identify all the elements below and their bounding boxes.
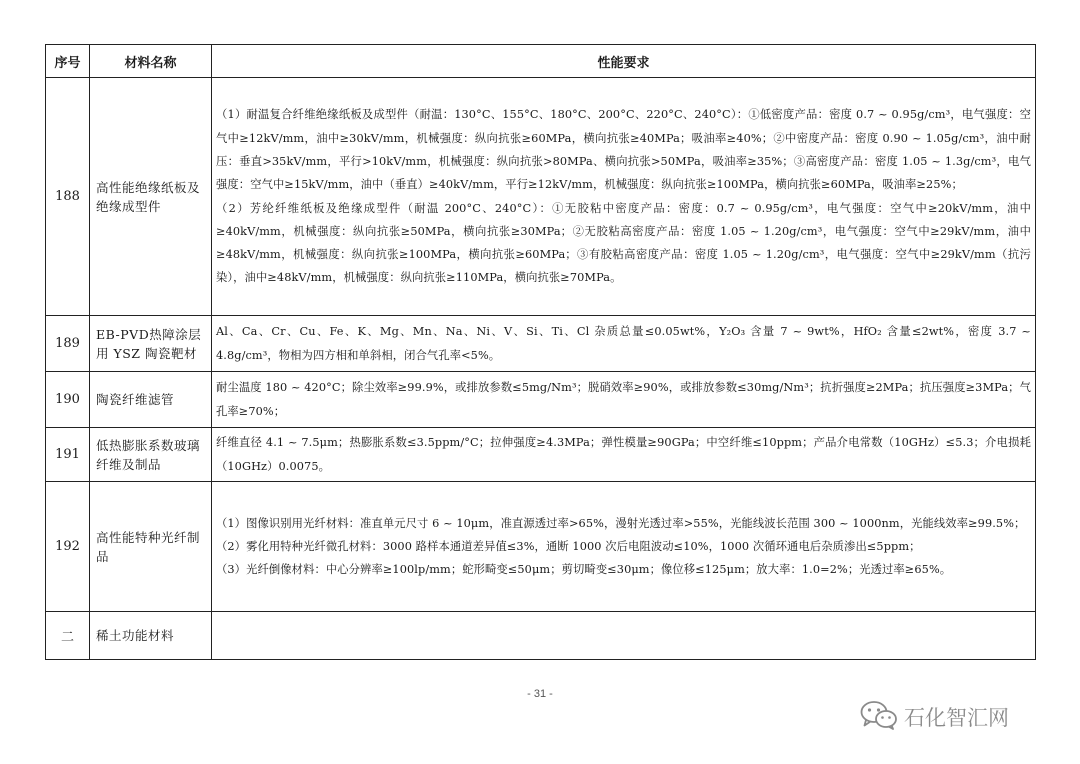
row-number: 188 (46, 78, 90, 316)
page-number: - 31 - (527, 688, 553, 700)
material-name: 高性能绝缘纸板及绝缘成型件 (90, 78, 212, 316)
performance-requirement (212, 482, 1036, 612)
table-header-row (46, 45, 1036, 78)
requirement-paragraph: Al、Ca、Cr、Cu、Fe、K、Mg、Mn、Na、Ni、V、Si、Ti、Cl 杂质总量≤0.05wt%，Y₂O₃ 含量 7 ~ 9wt%，HfO₂ 含量≤2wt%，密度 3.7 ~ 4.8g/cm³，物相为四方相和单斜相，闭合气孔率<5%。 (216, 325, 1031, 362)
requirement-paragraph: 纤维直径 4.1 ~ 7.5μm；热膨胀系数≤3.5ppm/°C；拉伸强度≥4.3MPa；弹性模量≥90GPa；中空纤维≤10ppm；产品介电常数（10GHz）≤5.3；介电损耗（10GHz）0.0075。 (216, 436, 1031, 473)
row-number: 191 (46, 428, 90, 482)
watermark (860, 700, 1009, 734)
requirement-paragraph: （1）图像识别用光纤材料：准直单元尺寸 6 ~ 10μm，准直源透过率>65%，漫射光透过率>55%，光能线波长范围 300 ~ 1000nm，光能线效率≥99.5%； (216, 516, 1026, 530)
requirement-paragraph: （2）芳纶纤维纸板及绝缘成型件（耐温 200°C、240°C）：①无胶粘中密度产品：密度：0.7 ~ 0.95g/cm³，电气强度：空气中≥20kV/mm，油中≥40kV/mm，机械强度：纵向抗张≥50MPa，横向抗张≥30MPa；②无胶粘高密度产品：密度 1.05 ~ 1.20g/cm³，电气强度：空气中≥29kV/mm，油中≥48kV/mm，机械强度：纵向抗张≥100MPa，横向抗张≥60MPa；③有胶粘高密度产品：密度 1.05 ~ 1.20g/cm³，电气强度：空气中≥29kV/mm（抗污染），油中≥48kV/mm，机械强度：纵向抗张≥110MPa，横向抗张≥70MPa。 (216, 201, 1032, 285)
table-row (46, 482, 1036, 612)
material-name: 高性能特种光纤制品 (90, 482, 212, 612)
header-performance-requirements: 性能要求 (212, 45, 1036, 78)
requirement-paragraph: （3）光纤倒像材料：中心分辨率≥100lp/mm；蛇形畸变≤50μm；剪切畸变≤30μm；像位移≤125μm；放大率：1.0=2%；光透过率≥65%。 (216, 563, 952, 577)
requirement-paragraph: （1）耐温复合纤维绝缘纸板及成型件（耐温：130°C、155°C、180°C、200°C、220°C、240°C）：①低密度产品：密度 0.7 ~ 0.95g/cm³，电气强度：空气中≥12kV/mm，油中≥30kV/mm，机械强度：纵向抗张≥60MPa，横向抗张≥40MPa；吸油率≥40%；②中密度产品：密度 0.90 ~ 1.05g/cm³，油中耐压：垂直>35kV/mm，平行>10kV/mm，机械强度：纵向抗张>80MPa、横向抗张>50MPa，吸油率≥35%；③高密度产品：密度 1.05 ~ 1.3g/cm³，电气强度：空气中≥15kV/mm，油中（垂直）≥40kV/mm，平行≥12kV/mm，机械强度：纵向抗张≥100MPa，横向抗张≥60MPa，吸油率≥25%； (216, 108, 1031, 192)
requirement-paragraph: （2）雾化用特种光纤微孔材料：3000 路样本通道差异值≤3%，通断 1000 次后电阻波动≤10%，1000 次循环通电后杂质渗出≤5ppm； (216, 539, 921, 553)
requirements-table (45, 44, 1036, 660)
requirement-paragraph: 耐尘温度 180 ~ 420°C；除尘效率≥99.9%，或排放参数≤5mg/Nm³；脱硝效率≥90%，或排放参数≤30mg/Nm³；抗折强度≥2MPa；抗压强度≥3MPa；气孔率≥70%； (216, 381, 1031, 418)
performance-requirement (212, 78, 1036, 316)
material-name: EB-PVD热障涂层用 YSZ 陶瓷靶材 (90, 316, 212, 372)
table-row (46, 78, 1036, 316)
row-number: 190 (46, 372, 90, 428)
table-row (46, 612, 1036, 660)
performance-requirement (212, 316, 1036, 372)
material-name: 陶瓷纤维滤管 (90, 372, 212, 428)
section-number: 二 (46, 612, 90, 660)
performance-requirement (212, 612, 1036, 660)
performance-requirement (212, 428, 1036, 482)
material-name: 低热膨胀系数玻璃纤维及制品 (90, 428, 212, 482)
header-material-name: 材料名称 (90, 45, 212, 78)
table-row (46, 372, 1036, 428)
table-row (46, 428, 1036, 482)
row-number: 189 (46, 316, 90, 372)
watermark-text: 石化智汇网 (904, 706, 1009, 730)
performance-requirement (212, 372, 1036, 428)
header-no: 序号 (46, 45, 90, 78)
table-row (46, 316, 1036, 372)
section-title: 稀土功能材料 (90, 612, 212, 660)
wechat-icon (860, 700, 904, 735)
row-number: 192 (46, 482, 90, 612)
